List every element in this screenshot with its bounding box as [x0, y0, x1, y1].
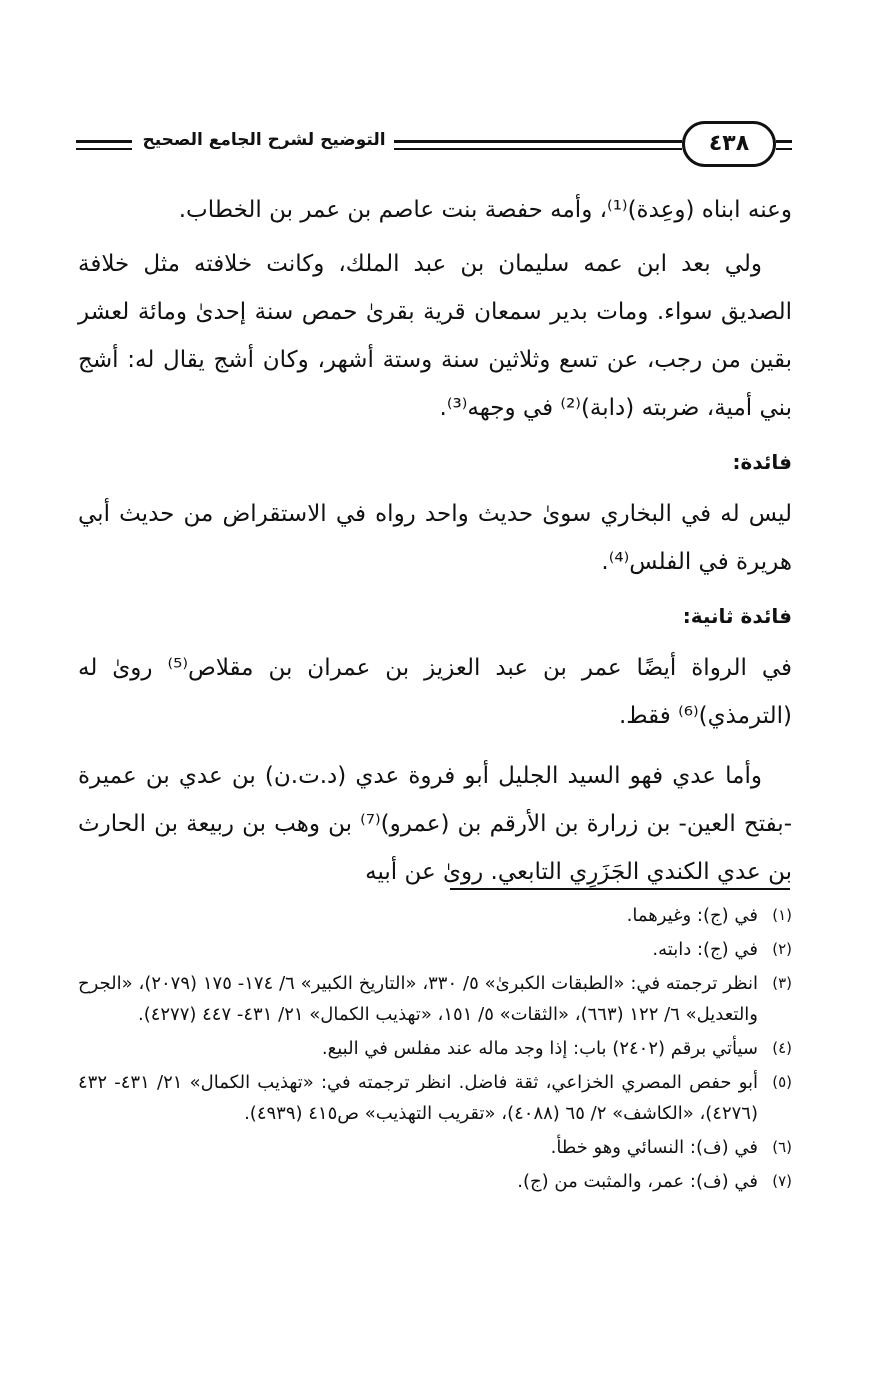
main-text	[78, 186, 792, 896]
footnote-number: (٤)	[772, 1039, 792, 1057]
footnote	[78, 968, 792, 1030]
footnote	[78, 1166, 792, 1197]
footnote	[78, 1033, 792, 1064]
paragraph-3: ليس له في البخاري سوىٰ حديث واحد رواه في الاستقراض من حديث أبي هريرة في الفلس⁽⁴⁾.	[78, 501, 792, 575]
footnote-number: (١)	[772, 906, 792, 924]
footnote	[78, 1132, 792, 1163]
footnote-number: (٥)	[772, 1073, 792, 1091]
paragraph-4: في الرواة أيضًا عمر بن عبد العزيز بن عمران بن مقلاص⁽⁵⁾ روىٰ له (الترمذي)⁽⁶⁾ فقط.	[78, 655, 793, 729]
paragraph-5: وأما عدي فهو السيد الجليل أبو فروة عدي (د.ت.ن) بن عدي بن عميرة -بفتح العين- بن زرارة بن الأرقم بن (عمرو)⁽⁷⁾ بن وهب بن ربيعة بن الحارث بن عدي الكندي الجَزَرِي التابعي. روىٰ عن أبيه	[78, 763, 792, 885]
footnote	[78, 900, 792, 931]
footnote-text: في (ف): عمر، والمثبت من (ج).	[517, 1171, 758, 1192]
footnote	[78, 934, 792, 965]
footnote-number: (٦)	[772, 1138, 792, 1156]
paragraph-1: وعنه ابناه (وعِدة)⁽¹⁾، وأمه حفصة بنت عاصم بن عمر بن الخطاب.	[178, 197, 792, 223]
page-number: ٤٣٨	[682, 121, 776, 167]
footnote	[78, 1067, 792, 1129]
footnote-text: في (ف): النسائي وهو خطأ.	[550, 1137, 758, 1158]
footnote-text: في (ج): وغيرهما.	[626, 905, 758, 926]
paragraph-2: ولي بعد ابن عمه سليمان بن عبد الملك، وكانت خلافته مثل خلافة الصديق سواء. ومات بدير سمعان قرية بقرىٰ حمص سنة إحدىٰ ومائة لعشر بقين من رجب، عن تسع وثلاثين سنة وستة أشهر، وكان أشج يقال له: أشج بني أمية، ضربته (دابة)⁽²⁾ في وجهه⁽³⁾.	[78, 251, 792, 421]
footnote-text: في (ج): دابته.	[652, 939, 758, 960]
footnote-number: (٢)	[772, 940, 792, 958]
footnote-text: أبو حفص المصري الخزاعي، ثقة فاضل. انظر ترجمته في: «تهذيب الكمال» ٢١/ ٤٣١- ٤٣٢ (٤٢٧٦)، «الكاشف» ٢/ ٦٥ (٤٠٨٨)، «تقريب التهذيب» ص٤١٥ (٤٩٣٩).	[78, 1072, 758, 1124]
header-rule-left	[76, 140, 132, 150]
header-rule-right	[776, 140, 792, 150]
section-heading-2: فائدة ثانية:	[682, 604, 792, 628]
footnotes	[78, 900, 792, 1200]
running-title: التوضيح لشرح الجامع الصحيح	[142, 130, 386, 150]
footnote-number: (٧)	[772, 1172, 792, 1190]
header-rule-middle	[394, 140, 682, 150]
footnote-text: انظر ترجمته في: «الطبقات الكبرىٰ» ٥/ ٣٣٠، «التاريخ الكبير» ٦/ ١٧٤- ١٧٥ (٢٠٧٩)، «الجرح والتعديل» ٦/ ١٢٢ (٦٦٣)، «الثقات» ٥/ ١٥١، «تهذيب الكمال» ٢١/ ٤٣١- ٤٤٧ (٤٢٧٧).	[78, 973, 758, 1025]
footnote-number: (٣)	[772, 974, 792, 992]
section-heading-1: فائدة:	[732, 450, 792, 474]
footnote-separator	[450, 888, 790, 890]
page-header	[76, 118, 792, 174]
footnote-text: سيأتي برقم (٢٤٠٢) باب: إذا وجد ماله عند مفلس في البيع.	[321, 1038, 758, 1059]
